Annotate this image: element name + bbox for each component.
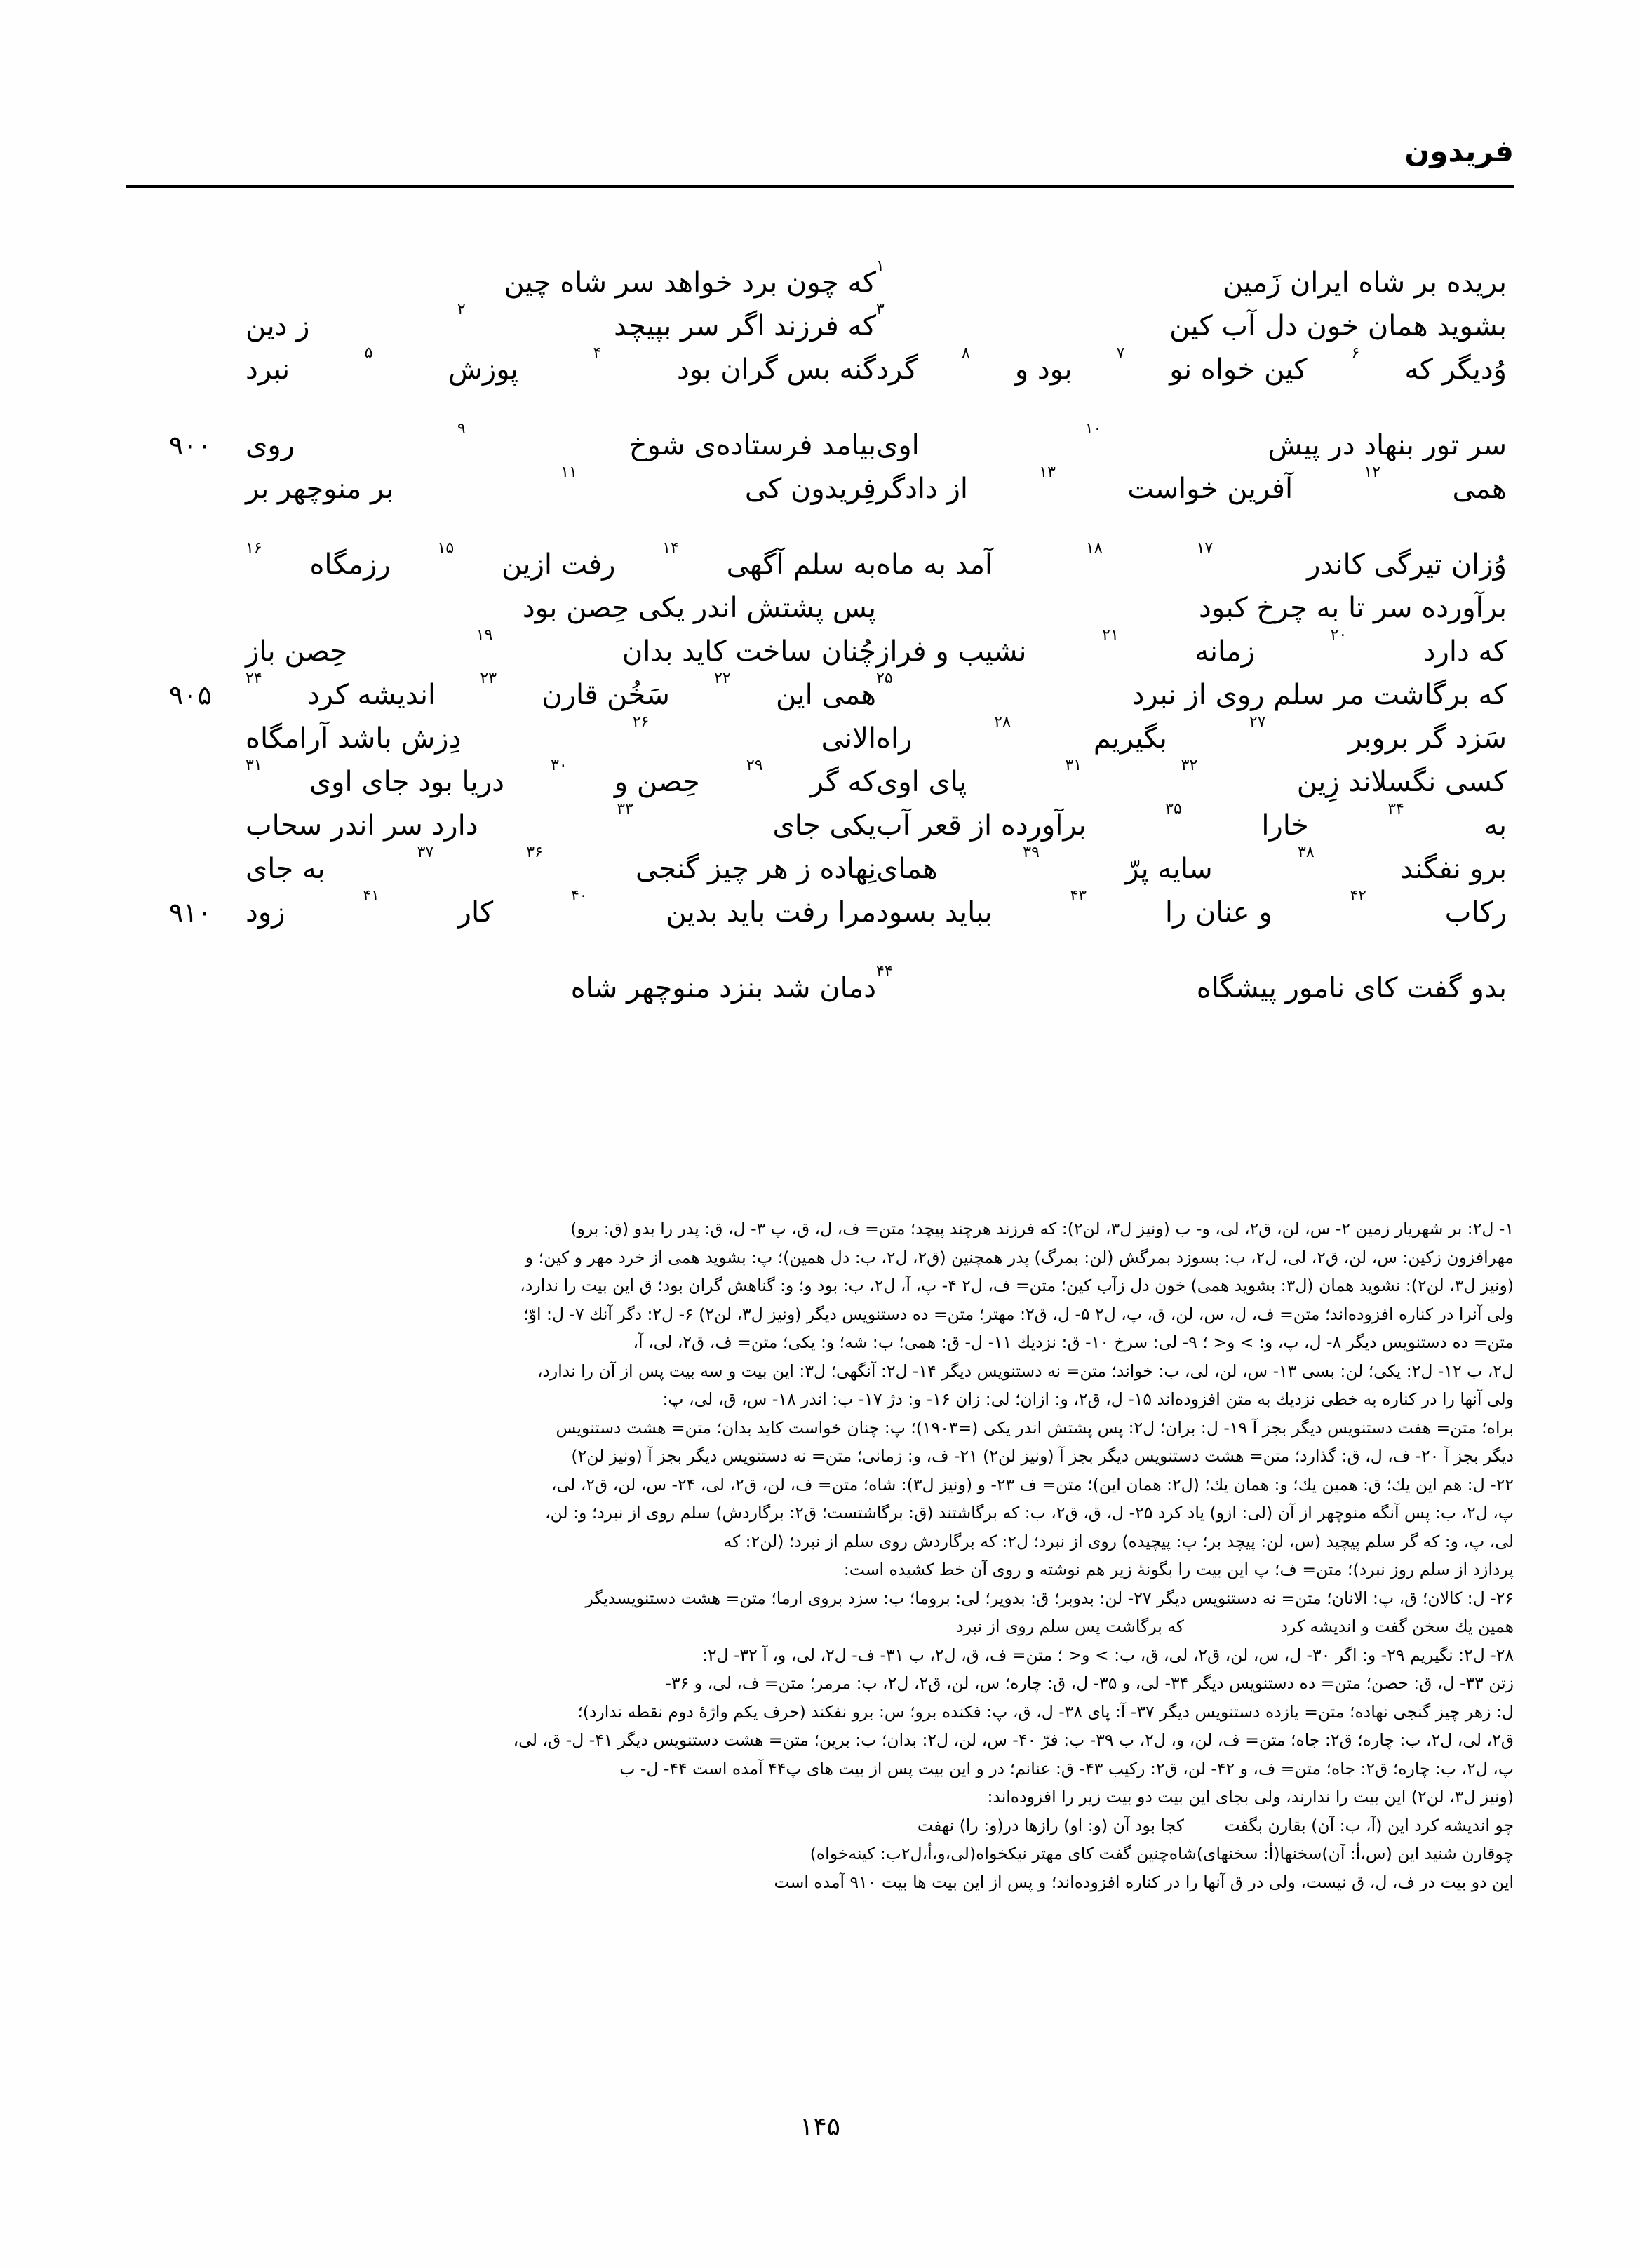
verse-segment: الانی <box>821 722 876 755</box>
apparatus-added-couplet <box>126 1840 1514 1868</box>
apparatus-line: دیگر بجز آ ۲۰- ف، ل، ق: گذارد؛ متن= هشت دستنویس دیگر بجز آ (ونیز لن۲) ۲۱- ف، و: زمانی؛ متن= نه دستنویس دیگر بجز آ (ونیز لن۲) <box>571 1446 1514 1466</box>
verse-segment: وُزان تیرگی کاندر <box>1307 548 1507 581</box>
verse-segment: همای <box>876 853 938 885</box>
verse-segment: زمانه <box>1195 635 1255 668</box>
hemistich-right <box>212 800 876 842</box>
verse-segment: که گر <box>809 766 876 798</box>
hemistich-right <box>212 420 876 461</box>
verse-line <box>126 757 1514 809</box>
footnote-marker: ۳۸ <box>1298 844 1315 861</box>
verse-segment: رفت ازین <box>501 548 616 581</box>
verse-body <box>126 257 1514 1171</box>
hemistich-left <box>876 713 1514 755</box>
hemistich-left <box>876 887 1514 929</box>
apparatus-quoted-couplet <box>126 1612 1514 1641</box>
verse-segment: آمد به ماه <box>876 548 993 581</box>
verse-segment: حِصن باز <box>246 635 348 668</box>
verse-segment: گنه بس گران بود <box>676 353 876 386</box>
footnote-marker: ۱۷ <box>1196 539 1214 557</box>
verse-segment: بگیریم <box>1093 722 1167 755</box>
apparatus-line: ل: زهر چیز گنجی نهاده؛ متن= یازده دستنویس دیگر ۳۷- آ: پای ۳۸- ل، ق، پ: فکنده برو؛ س: برو نفکند (حرف یكم واژهٔ دوم نقطه ندارد)؛ <box>577 1701 1514 1722</box>
verse-line <box>126 257 1514 310</box>
apparatus-line: پردازد از سلم روز نبرد)؛ متن= ف؛ پ این بیت را بگونهٔ زیر هم نوشته و روی آن خط کشیده است: <box>843 1560 1514 1579</box>
verse-segment: اوی <box>876 429 920 461</box>
verse-segment: بشوید همان خون دل آب کین <box>1169 310 1507 342</box>
apparatus-line: ۲۲- ل: هم این یك؛ ق: همین یك؛ و: همان یك؛ (ل۲: همان این)؛ متن= ف ۲۳- و (ونیز ل۳): شاه؛ متن= ف، لن، ق۲، لی، ۲۴- س، لن، ق۲، لی، <box>551 1474 1514 1494</box>
verse-segment: برآورده سر تا به چرخ کبود <box>1199 592 1507 624</box>
hemistich-left <box>876 592 1514 624</box>
footnote-marker: ۳۱ <box>246 757 262 774</box>
hemistich-right <box>212 592 876 624</box>
verse-segment: بدو گفت کای نامور پیشگاه <box>1196 972 1507 1004</box>
footnote-marker: ۴۱ <box>363 887 379 905</box>
verse-segment: ز دین <box>246 310 310 342</box>
verse-segment: سَخُن قارن <box>542 679 670 711</box>
verse-line <box>126 420 1514 473</box>
verse-segment: که برگاشت مر سلم روی از نبرد <box>1131 679 1507 711</box>
footnote-marker: ۴۳ <box>1070 887 1087 905</box>
apparatus-line: متن= ده دستنویس دیگر ۸- ل، پ، و: > و< ؛ ۹- لی: سرخ ۱۰- ق: نزدیك ۱۱- ل- ق: همی؛ ب: شه؛ و: یكی؛ متن= ف، ق۲، لی، آ، <box>633 1332 1514 1352</box>
hemistich-right <box>212 972 876 1004</box>
footnote-marker: ۳۵ <box>1165 800 1182 818</box>
hemistich-left <box>876 539 1514 581</box>
footnote-marker: ۴۰ <box>570 887 588 905</box>
verse-segment: نشیب و فراز <box>876 635 1027 668</box>
verse-segment: رکاب <box>1444 896 1507 929</box>
verse-segment: سایه پرّ <box>1125 853 1213 885</box>
added-hemistich-left: چنین گفت کای مهتر نیکخواه(لی،و،أ،ل۲ب: کینه‌خواه) <box>809 1844 1169 1863</box>
verse-segment: از دادگر <box>876 473 968 505</box>
hemistich-left <box>876 301 1514 342</box>
footnote-marker: ۳۹ <box>1023 844 1040 861</box>
apparatus-line: ولی آنها را در کناره به خطی نزدیك به متن افزوده‌اند ۱۵- ل، ق۲، و: ازان؛ لی: زان ۱۶- و: دژ ۱۷- ب: اندر ۱۸- س، ق، لی، پ: <box>662 1389 1514 1409</box>
apparatus-line: ق۲، لی، ل۲، ب: چاره؛ ق۲: جاه؛ متن= ف، لن، و، ل۲، ب ۳۹- ب: فرّ ۴۰- س، لن، ل۲: بدان؛ ب: برین؛ متن= هشت دستنویس دیگر ۴۱- ل- ق، لی، <box>513 1730 1514 1750</box>
footnote-marker: ۹ <box>457 420 466 438</box>
footnote-marker: ۳ <box>876 301 885 318</box>
verse-segment: همی <box>1452 473 1507 505</box>
added-hemistich-right: چو اندیشه کرد این (آ، ب: آن) بقارن بگفت <box>1224 1815 1514 1835</box>
verse-line <box>126 713 1514 766</box>
added-hemistich-right: چوقارن شنید این (س،أ: آن)سخنها(أ: سخنهای)شاه <box>1169 1844 1514 1863</box>
verse-line <box>126 539 1514 592</box>
verse-number: ۹۱۰ <box>168 897 212 928</box>
footnote-marker: ۱۹ <box>476 626 493 644</box>
footnote-marker: ۱۳ <box>1039 464 1056 481</box>
verse-segment: حِصن و <box>614 766 700 798</box>
verse-segment: بباید بسود <box>876 896 993 929</box>
footnote-marker: ۱۸ <box>1086 539 1103 557</box>
apparatus-line: ۲۸- ل۲: نگیریم ۲۹- و: اگر ۳۰- ل، س، لن، ق۲، لی، ق، ب: > و< ؛ متن= ف، ق، ل۲، ب ۳۱- ف- ل۲، لی، و، آ ۳۲- ل۲: <box>701 1645 1514 1665</box>
verse-segment: نبرد <box>246 353 290 386</box>
apparatus-line: پ، ل۲، ب: چاره؛ ق۲: جاه؛ متن= ف، و ۴۲- لن، ق۲: رکیب ۴۳- ق: عنانم؛ در و این بیت پس از بیت های پ۴۴ آمده است ۴۴- ل- ب <box>619 1758 1514 1778</box>
hemistich-left <box>876 420 1514 461</box>
footnote-marker: ۷ <box>1116 344 1125 362</box>
verse-stanza <box>126 257 1514 397</box>
verse-segment: اندیشه کرد <box>307 679 436 711</box>
verse-line <box>126 626 1514 679</box>
footnote-marker: ۱۵ <box>437 539 455 557</box>
verse-segment: پای اوی <box>876 766 967 798</box>
verse-line <box>126 844 1514 896</box>
verse-segment: فِریدون کی <box>744 473 876 505</box>
apparatus-closing-note: این دو بیت در ف، ل، ق نیست، ولی در ق آنها را در کناره افزوده‌اند؛ و پس از این بیت ها بیت ۹۱۰ آمده است <box>774 1872 1514 1892</box>
footnote-marker: ۱۲ <box>1364 464 1381 481</box>
verse-segment: روی <box>246 429 295 461</box>
verse-segment: برآورده از قعر آب <box>876 809 1087 842</box>
verse-segment: پس پشتش اندر یکی حِصن بود <box>522 592 876 624</box>
verse-line <box>126 592 1514 635</box>
verse-stanza <box>126 539 1514 940</box>
hemistich-left <box>876 963 1514 1004</box>
verse-stanza <box>126 963 1514 1015</box>
footnote-marker: ۲۶ <box>632 713 650 731</box>
added-hemistich-left: کجا بود آن (و: او) رازها در(و: را) نهفت <box>917 1815 1184 1835</box>
verse-segment: مرا رفت باید بدین <box>666 896 876 929</box>
footnote-marker: ۲۹ <box>746 757 763 774</box>
verse-segment: برو نفگند <box>1400 853 1507 885</box>
verse-segment: کار <box>457 896 494 929</box>
header-divider-rule <box>126 185 1514 188</box>
footnote-marker: ۲۲ <box>714 670 731 687</box>
footnote-marker: ۲۷ <box>1249 713 1266 731</box>
footnote-marker: ۲۳ <box>480 670 497 687</box>
footnote-marker: ۳۱ <box>1065 757 1082 774</box>
verse-segment: گرد <box>876 353 918 386</box>
verse-segment: دریا بود جای اوی <box>309 766 504 798</box>
verse-segment: کسی نگسلاند زِین <box>1296 766 1507 798</box>
apparatus-line: ولی آنرا در کناره افزوده‌اند؛ متن= ف، ل، س، لن، ق، پ، ل۲ ۵- ل، ق۲: مهتر؛ متن= ده دستنویس دیگر (ونیز ل۳، لن۲) ۶- ل۲: دگر آنك ۷- ل: اوّ؛ <box>523 1304 1514 1324</box>
hemistich-right <box>212 887 876 929</box>
footnote-marker: ۳۲ <box>1181 757 1198 774</box>
footnote-marker: ۲۱ <box>1102 626 1119 644</box>
verse-segment: بر منوچهر بر <box>246 473 394 505</box>
verse-line <box>126 464 1514 516</box>
hemistich-right <box>212 844 876 885</box>
hemistich-left <box>876 670 1514 711</box>
verse-segment: چُنان ساخت کاید بدان <box>621 635 876 668</box>
hemistich-left <box>876 464 1514 505</box>
verse-segment: رزمگاه <box>309 548 391 581</box>
footnote-marker: ۱۰ <box>1084 420 1102 438</box>
hemistich-left <box>876 844 1514 885</box>
verse-segment: به سلم آگهی <box>726 548 876 581</box>
apparatus-line: ل۲، ب ۱۲- ل۲: یكی؛ لن: بسی ۱۳- س، لن، لی، ب: خواند؛ متن= نه دستنویس دیگر ۱۴- ل۲: آنگهی؛ ل۳: این بیت و سه بیت پس از آن را ندارد، <box>537 1361 1514 1381</box>
verse-line <box>126 887 1514 940</box>
footnote-marker: ۳۶ <box>526 844 543 861</box>
hemistich-right <box>212 670 876 711</box>
verse-segment: به <box>1484 809 1507 842</box>
apparatus-line: پ، ل۲، ب: پس آنگه منوچهر از آن (لی: ازو) یاد کرد ۲۵- ل، ق، ق۲، ب: که برگاشتند (ق: برگاشتست؛ ق۲: برگاردش) سلم روی از نبرد؛ و: لن، <box>544 1503 1514 1523</box>
apparatus-added-couplet <box>126 1811 1514 1840</box>
footnote-marker: ۳۷ <box>417 844 434 861</box>
verse-stanza <box>126 420 1514 516</box>
verse-segment: یکی جای <box>772 809 876 842</box>
footnote-marker: ۱۱ <box>560 464 577 481</box>
footnote-marker: ۲۰ <box>1330 626 1347 644</box>
verse-segment: به جای <box>246 853 325 885</box>
apparatus-line: زتن ۳۳- ل، ق: حصن؛ متن= ده دستنویس دیگر ۳۴- لی، و ۳۵- ل، ق: چاره؛ س، لن، ق۲، ل۲، ب: مرمر؛ متن= ف، لی، و ۳۶- <box>665 1673 1514 1693</box>
verse-line <box>126 344 1514 397</box>
verse-segment: بیامد فرستاده‌ی شوخ <box>629 429 876 461</box>
hemistich-right <box>212 539 876 581</box>
hemistich-left <box>876 800 1514 842</box>
verse-segment: که فرزند اگر سر بپیچد <box>614 310 876 342</box>
hemistich-left <box>876 257 1514 299</box>
verse-segment: که چون برد خواهد سر شاه چین <box>504 266 876 299</box>
page-number: ۱۴۵ <box>799 2112 840 2141</box>
verse-line <box>126 963 1514 1015</box>
verse-segment: بود و <box>1014 353 1073 386</box>
verse-segment: بریده بر شاه ایران زَمین <box>1222 266 1507 299</box>
verse-number: ۹۰۰ <box>168 430 212 461</box>
hemistich-right <box>212 713 876 755</box>
verse-segment: وُدیگر که <box>1404 353 1507 386</box>
apparatus-line: مهرافزون زکین: س، لن، ق۲، لی، ل۲، ب: بسوزد بمرگش (لن: بمرگ) پدر همچنین (ق۲، ل۲، ب: دل همین)؛ پ: بشوید همی از خرد مهر و کین؛ و <box>525 1247 1514 1267</box>
hemistich-left <box>876 757 1514 798</box>
hemistich-right <box>212 301 876 342</box>
footnote-marker: ۴ <box>593 344 602 362</box>
footnote-marker: ۵ <box>364 344 373 362</box>
verse-segment: همی این <box>776 679 876 711</box>
verse-segment: خارا <box>1261 809 1309 842</box>
verse-segment: که دارد <box>1423 635 1507 668</box>
quoted-hemistich-right: همین یك سخن گفت و اندیشه کرد <box>1280 1616 1514 1636</box>
footnote-marker: ۲ <box>457 301 466 318</box>
footnote-marker: ۳۴ <box>1387 800 1404 818</box>
verse-segment: زود <box>246 896 285 929</box>
apparatus-line: (ونیز ل۳، لن۲) این بیت را ندارند، ولی بجای این بیت دو بیت زیر را افزوده‌اند: <box>987 1787 1514 1807</box>
verse-segment: نِهاده ز هر چیز گنجی <box>635 853 876 885</box>
footnote-marker: ۴۴ <box>876 963 893 980</box>
verse-segment: آفرین خواست <box>1127 473 1293 505</box>
verse-line <box>126 301 1514 353</box>
footnote-marker: ۳۳ <box>617 800 633 818</box>
verse-segment: سر تور بنهاد در پیش <box>1268 429 1507 461</box>
footnote-marker: ۴۲ <box>1350 887 1366 905</box>
footnote-marker: ۱۶ <box>246 539 262 557</box>
verse-segment: پوزش <box>448 353 518 386</box>
verse-segment: دِزش باشد آرامگاه <box>246 722 462 755</box>
footnote-marker: ۱۴ <box>662 539 679 557</box>
hemistich-left <box>876 344 1514 386</box>
quoted-hemistich-left: که برگاشت پس سلم روی از نبرد <box>956 1616 1184 1636</box>
hemistich-right <box>212 344 876 386</box>
verse-segment: راه <box>876 722 913 755</box>
verse-segment: کین خواه نو <box>1169 353 1308 386</box>
apparatus-line: براه؛ متن= هفت دستنویس دیگر بجز آ ۱۹- ل: بران؛ ل۲: پس پشتش اندر یكی (=۱۹۰۳)؛ پ: چنان خواست کاید بدان؛ متن= هشت دستنویس <box>556 1417 1514 1438</box>
verse-segment: سَزد گر بروبر <box>1348 722 1507 755</box>
verse-number: ۹۰۵ <box>168 680 212 710</box>
footnote-marker: ۳۰ <box>551 757 567 774</box>
verse-segment: و عنان را <box>1164 896 1272 929</box>
hemistich-right <box>212 266 876 299</box>
apparatus-line: ۲۶- ل: کالان؛ ق، پ: الانان؛ متن= نه دستنویس دیگر ۲۷- لن: بدوبر؛ ق: بدویر؛ لی: بروما؛ ب: سزد بروی ارما؛ متن= هشت دستنویسدیگر <box>585 1588 1514 1608</box>
footnote-marker: ۱ <box>876 257 885 275</box>
critical-apparatus <box>126 1215 1514 1896</box>
apparatus-line: لی، پ، و: که گر سلم پیچید (س، لن: پیچد بر؛ پ: پیچیده) روی از نبرد؛ ل۲: که برگاردش روی سلم از نبرد؛ (لن۲: که <box>723 1531 1514 1551</box>
apparatus-line: (ونیز ل۳، لن۲): نشوید همان (ل۳: بشوید همی) خون دل زآب کین؛ متن= ف، ل۲ ۴- پ، آ، ل۲، ب: بود و؛ و: گناهش گران بود؛ ق این بیت را ندارد، <box>520 1276 1514 1295</box>
footnote-marker: ۲۴ <box>246 670 262 687</box>
hemistich-right <box>212 757 876 798</box>
running-head-title: فریدون <box>1404 134 1514 168</box>
verse-segment: دمان شد بنزد منوچهر شاه <box>570 972 876 1004</box>
footnote-marker: ۲۸ <box>994 713 1011 731</box>
footnote-marker: ۲۵ <box>876 670 893 687</box>
hemistich-right <box>212 626 876 668</box>
footnote-marker: ۶ <box>1351 344 1360 362</box>
running-head <box>126 130 1514 194</box>
verse-segment: دارد سر اندر سحاب <box>246 809 478 842</box>
verse-line <box>126 670 1514 722</box>
hemistich-left <box>876 626 1514 668</box>
apparatus-line: ۱- ل۲: بر شهریار زمین ۲- س، لن، ق۲، لی، و- ب (ونیز ل۳، لن۲): که فرزند هرچند پیچد؛ متن= ف، ل، ق، پ ۳- ل، ق: پدر را بدو (ق: برو) <box>570 1219 1514 1238</box>
footnote-marker: ۸ <box>962 344 970 362</box>
hemistich-right <box>212 464 876 505</box>
